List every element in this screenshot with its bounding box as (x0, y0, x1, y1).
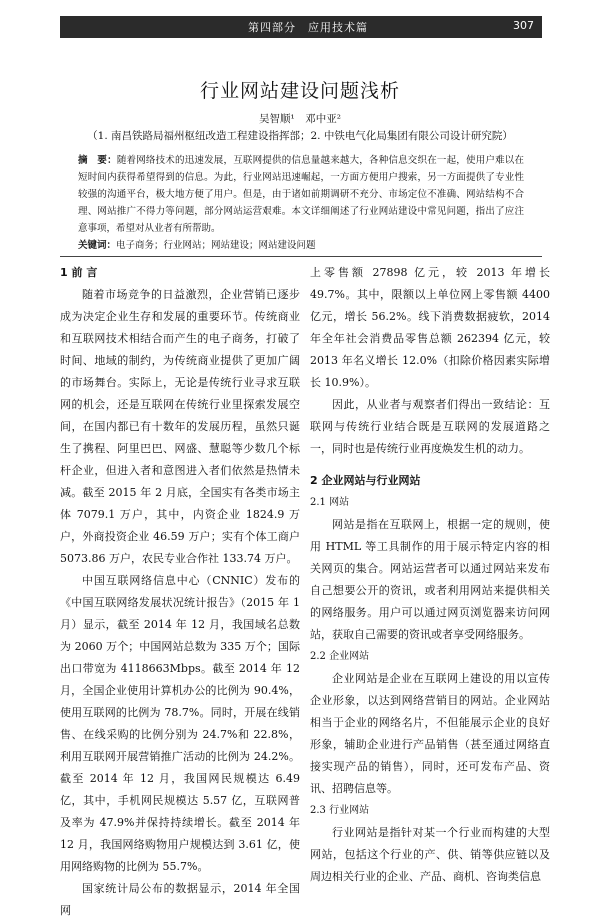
page-number: 307 (513, 19, 534, 32)
paragraph: 网站是指在互联网上，根据一定的规则，使用 HTML 等工具制作的用于展示特定内容的相关网页的集合。网站运营者可以通过网站来发布自己想要公开的资讯，或者利用网站来提供相关的网络服务。用户可以通过网页浏览器来访问网站，获取自己需要的资讯或者享受网络服务。 (310, 518, 550, 641)
paper-title: 行业网站建设问题浅析 (199, 80, 400, 102)
left-column (60, 262, 300, 922)
running-header (0, 0, 600, 42)
paragraph: 行业网站是指针对某一个行业而构建的大型网站，包括这个行业的产、供、销等供应链以及周边相关行业的企业、产品、商机、咨询类信息 (310, 826, 550, 883)
section-heading-2: 2 企业网站与行业网站 (310, 474, 421, 487)
section-divider (60, 256, 542, 257)
section-heading-1: 1 前 言 (60, 266, 98, 279)
paragraph: 国家统计局公布的数据显示，2014 年全国网 (60, 882, 300, 917)
abstract-text: 随着网络技术的迅速发展，互联网提供的信息量越来越大，各种信息交织在一起，使用户难以在短时间内获得希望得到的信息。为此，行业网站迅速崛起，一方面方便用户搜索，另一方面提供了专业性较强的沟通平台，极大地方便了用户。但是，由于诸如前期调研不充分、市场定位不准确、网站结构不合理、网站推广不得力等问题，部分网站运营艰难。本文详细阐述了行业网站建设中常见问题，指出了应注意事项，希望对从业者有所帮助。 (78, 155, 524, 234)
authors: 吴智顺¹ 邓中亚² (259, 113, 341, 125)
subsection-heading: 2.2 企业网站 (310, 651, 370, 662)
paragraph: 中国互联网络信息中心（CNNIC）发布的《中国互联网络发展状况统计报告》（2015 年 1 月）显示，截至 2014 年 12 月，我国域名总数为 2060 万个；中国网站总数为 335 万个；国际出口带宽为 4118663Mbps。截至 2014 年 12 月，全国企业使用计算机办公的比例为 90.4%，使用互联网的比例为 78.7%。同时，开展在线销售、在线采购的比例分别为 24.7%和 22.8%，利用互联网开展营销推广活动的比例为 24.2%。截至 2014 年 12 月，我国网民规模达 6.49 亿，其中，手机网民规模达 5.57 亿，互联网普及率为 47.9%并保持持续增长。截至 2014 年 12 月，我国网络购物用户规模达到 3.61 亿，使用网络购物的比例为 55.7%。 (60, 574, 300, 873)
paragraph: 企业网站是企业在互联网上建设的用以宣传企业形象，以达到网络营销目的网站。企业网站相当于企业的网络名片，不但能展示企业的良好形象，辅助企业进行产品销售（甚至通过网络直接实现产品的销售），同时，还可发布产品、资讯、招聘信息等。 (310, 672, 550, 795)
paragraph: 上零售额 27898 亿元，较 2013 年增长 49.7%。其中，限额以上单位网上零售额 4400 亿元，增长 56.2%。线下消费数据疲软，2014 年全年社会消费品零售总额 262394 亿元，较 2013 年名义增长 12.0%（扣除价格因素实际增长 10.9%）。 (310, 266, 550, 389)
right-column (310, 262, 550, 888)
header-section: 第四部分 应用技术篇 (248, 21, 368, 34)
subsection-heading: 2.3 行业网站 (310, 805, 370, 816)
keywords-text: 电子商务；行业网站；网站建设；网站建设问题 (116, 240, 316, 251)
subsection-heading: 2.1 网站 (310, 497, 350, 508)
keywords-label: 关键词： (78, 240, 117, 251)
affiliations: （1. 南昌铁路局福州枢纽改造工程建设指挥部；2. 中铁电气化局集团有限公司设计研究院） (87, 130, 513, 142)
keywords (78, 237, 524, 251)
abstract-label: 摘 要： (78, 155, 117, 166)
abstract (78, 152, 524, 237)
paragraph: 因此，从业者与观察者们得出一致结论：互联网与传统行业结合既是互联网的发展道路之一，同时也是传统行业再度焕发生机的动力。 (310, 398, 550, 455)
paragraph: 随着市场竞争的日益激烈，企业营销已逐步成为决定企业生存和发展的重要环节。传统商业和互联网技术相结合而产生的电子商务，打破了时间、地域的制约，为传统商业提供了更加广阔的市场舞台。实际上，无论是传统行业寻求互联网的机会，还是互联网在传统行业里探索发展空间，在国内都已有十数年的发展历程，虽然只诞生了携程、阿里巴巴、网盛、慧聪等少数几个标杆企业，但进入者和意图进入者们依然是热情未减。截至 2015 年 2 月底，全国实有各类市场主体 7079.1 万户，其中，内资企业 1824.9 万户，外商投资企业 46.59 万户；实有个体工商户 5073.86 万户，农民专业合作社 133.74 万户。 (60, 288, 300, 565)
